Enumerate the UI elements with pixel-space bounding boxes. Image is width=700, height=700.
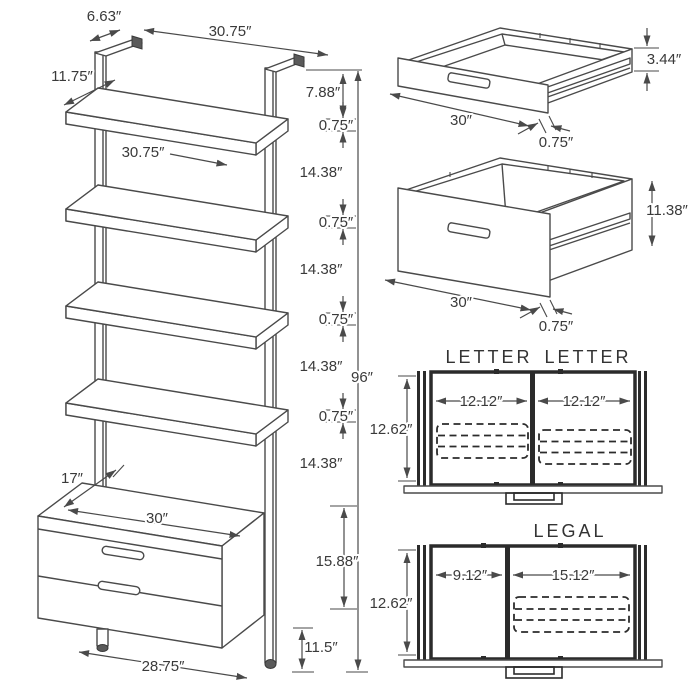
large-drawer-figure [385, 158, 689, 335]
right-rail-foot [265, 660, 276, 669]
legal-file-layout [370, 521, 662, 678]
letter-file-layout [370, 347, 662, 504]
dim-shelf-thickness-3: 0.75″ [318, 311, 354, 328]
dim-cabinet-width: 30″ [146, 510, 168, 527]
dim-small-drawer-width: 30″ [450, 112, 472, 129]
dim-legal-left: 9.12″ [452, 567, 488, 584]
dim-large-drawer-height: 11.38″ [646, 202, 688, 219]
dim-shelf-depth: 11.75″ [51, 68, 93, 85]
legal-drawer-front [404, 660, 662, 667]
dim-letter-depth: 12.62″ [369, 421, 413, 438]
dim-shelf-thickness-2: 0.75″ [318, 214, 354, 231]
cabinet-foot [97, 645, 108, 652]
shelf-dim-4 [300, 393, 356, 472]
dim-shelf-spacing-4: 14.38″ [299, 455, 343, 472]
dim-small-drawer-thickness: 0.75″ [538, 134, 574, 151]
dim-small-drawer-height: 3.44″ [646, 51, 682, 68]
legal-drawer-box [431, 546, 635, 659]
dim-letter-right: 12.12″ [562, 393, 606, 410]
shelf-dim-2 [300, 199, 356, 278]
dim-cabinet-height: 15.88″ [315, 553, 359, 570]
drawer-cabinet [38, 483, 264, 652]
dim-base-width: 28.75″ [141, 658, 185, 675]
ladder-shelf-unit [38, 8, 374, 678]
cabinet-leg [97, 629, 108, 646]
letter-label-right: LETTER [544, 347, 632, 367]
shelf-dim-3 [300, 296, 356, 375]
dim-shelf-thickness-1: 0.75″ [318, 117, 354, 134]
dim-legal-right: 15.12″ [551, 567, 595, 584]
dim-shelf-thickness-4: 0.75″ [318, 408, 354, 425]
dim-total-height: 96″ [351, 369, 373, 386]
letter-label-left: LETTER [445, 347, 533, 367]
dim-shelf-spacing-1: 14.38″ [299, 164, 343, 181]
dim-top-gap: 7.88″ [305, 84, 341, 101]
dim-letter-left: 12.12″ [459, 393, 503, 410]
dim-leg-height: 11.5″ [304, 639, 338, 656]
small-drawer-figure [390, 28, 682, 151]
letter-divider [530, 372, 535, 485]
dim-shelf-width: 30.75″ [121, 144, 165, 161]
letter-drawer-front [404, 486, 662, 493]
legal-divider [505, 546, 510, 659]
dim-large-drawer-thickness: 0.75″ [538, 318, 574, 335]
dim-large-drawer-width: 30″ [450, 294, 472, 311]
wall-brackets [95, 36, 304, 72]
wall-plate-left [132, 36, 142, 49]
dim-cabinet-depth: 17″ [61, 470, 83, 487]
dim-bracket-depth: 6.63″ [86, 8, 122, 25]
dim-legal-depth: 12.62″ [369, 595, 413, 612]
legal-label: LEGAL [533, 521, 607, 541]
dim-top-width: 30.75″ [208, 23, 252, 40]
shelf-dim-1 [300, 102, 356, 181]
dim-shelf-spacing-3: 14.38″ [299, 358, 343, 375]
right-rail [265, 68, 276, 669]
dim-shelf-spacing-2: 14.38″ [299, 261, 343, 278]
